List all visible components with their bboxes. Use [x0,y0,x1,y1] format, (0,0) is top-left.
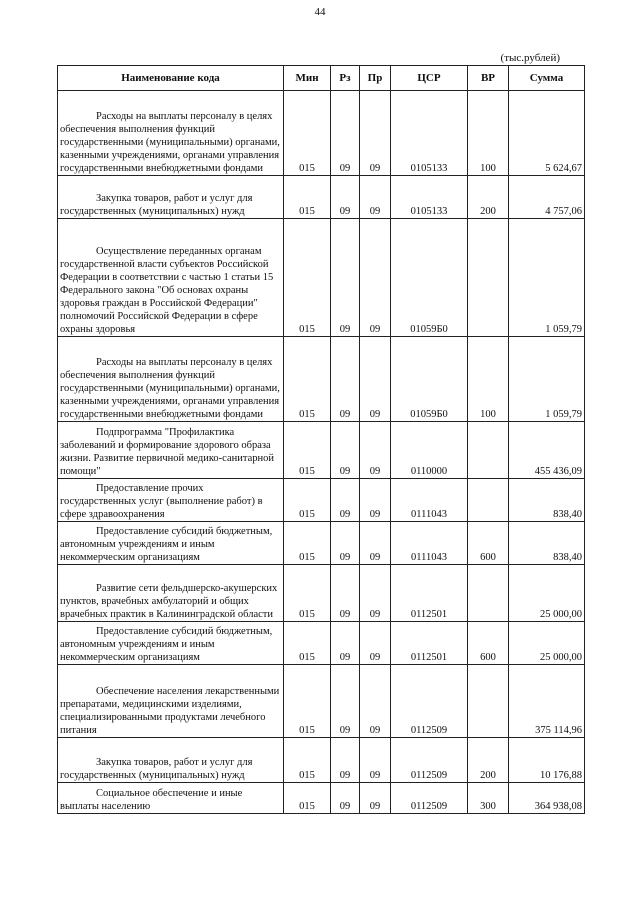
table-row [58,738,585,783]
row-pr: 09 [360,479,391,522]
row-min: 015 [284,622,331,665]
header-rz: Рз [331,66,360,91]
row-csr: 01059Б0 [391,337,468,422]
row-sum: 375 114,96 [509,665,585,738]
row-name: Расходы на выплаты персоналу в целях обеспечения выполнения функций государственными (муниципальными) органами, казенными учреждениями, органами управления государственными внебюджетными фондами [58,337,284,422]
header-pr: Пр [360,66,391,91]
row-name: Предоставление субсидий бюджетным, автономным учреждениям и иным некоммерческим организациям [58,622,284,665]
row-vr [468,219,509,337]
table-row [58,479,585,522]
row-name: Обеспечение населения лекарственными препаратами, медицинскими изделиями, специализированными продуктами лечебного питания [58,665,284,738]
row-vr [468,665,509,738]
row-rz: 09 [331,91,360,176]
row-csr: 0105133 [391,176,468,219]
row-sum: 5 624,67 [509,91,585,176]
table-row [58,522,585,565]
row-csr: 0111043 [391,479,468,522]
row-pr: 09 [360,91,391,176]
row-csr: 0112509 [391,783,468,814]
row-pr: 09 [360,219,391,337]
row-csr: 0112501 [391,565,468,622]
row-rz: 09 [331,565,360,622]
row-csr: 0112501 [391,622,468,665]
row-name: Предоставление субсидий бюджетным, автономным учреждениям и иным некоммерческим организациям [58,522,284,565]
row-csr: 0112509 [391,738,468,783]
row-vr: 300 [468,783,509,814]
row-csr: 0111043 [391,522,468,565]
row-min: 015 [284,565,331,622]
header-csr: ЦСР [391,66,468,91]
row-vr: 100 [468,337,509,422]
row-sum: 25 000,00 [509,622,585,665]
row-sum: 364 938,08 [509,783,585,814]
row-sum: 1 059,79 [509,337,585,422]
row-sum: 10 176,88 [509,738,585,783]
row-min: 015 [284,783,331,814]
row-rz: 09 [331,176,360,219]
table-row [58,176,585,219]
row-name: Расходы на выплаты персоналу в целях обеспечения выполнения функций государственными (муниципальными) органами, казенными учреждениями, органами управления государственными внебюджетными фондами [58,91,284,176]
row-rz: 09 [331,219,360,337]
table-row [58,219,585,337]
row-rz: 09 [331,337,360,422]
row-min: 015 [284,219,331,337]
row-vr [468,565,509,622]
row-pr: 09 [360,565,391,622]
row-pr: 09 [360,783,391,814]
row-sum: 25 000,00 [509,565,585,622]
row-vr [468,422,509,479]
row-pr: 09 [360,622,391,665]
row-rz: 09 [331,479,360,522]
row-min: 015 [284,665,331,738]
row-name: Закупка товаров, работ и услуг для государственных (муниципальных) нужд [58,738,284,783]
table-row [58,422,585,479]
row-vr: 600 [468,622,509,665]
row-rz: 09 [331,422,360,479]
header-sum: Сумма [509,66,585,91]
row-vr: 100 [468,91,509,176]
row-min: 015 [284,479,331,522]
row-vr: 200 [468,176,509,219]
row-min: 015 [284,176,331,219]
table-row [58,337,585,422]
row-sum: 4 757,06 [509,176,585,219]
row-name: Закупка товаров, работ и услуг для государственных (муниципальных) нужд [58,176,284,219]
row-pr: 09 [360,176,391,219]
row-min: 015 [284,337,331,422]
row-pr: 09 [360,738,391,783]
header-min: Мин [284,66,331,91]
row-csr: 0110000 [391,422,468,479]
table-header-row [58,66,585,91]
row-pr: 09 [360,665,391,738]
table-row [58,622,585,665]
row-csr: 01059Б0 [391,219,468,337]
row-pr: 09 [360,422,391,479]
row-name: Предоставление прочих государственных услуг (выполнение работ) в сфере здравоохранения [58,479,284,522]
header-vr: ВР [468,66,509,91]
row-vr: 200 [468,738,509,783]
row-csr: 0105133 [391,91,468,176]
row-name: Осуществление переданных органам государственной власти субъектов Российской Федерации в соответствии с частью 1 статьи 15 Федерального закона "Об основах охраны здоровья граждан в Российской Федерации" полномочий Российской Федерации в сфере охраны здоровья [58,219,284,337]
units-label: (тыс.рублей) [500,52,560,64]
budget-table [57,65,585,814]
table-row [58,783,585,814]
row-rz: 09 [331,522,360,565]
row-pr: 09 [360,337,391,422]
row-csr: 0112509 [391,665,468,738]
row-name: Социальное обеспечение и иные выплаты населению [58,783,284,814]
row-sum: 838,40 [509,479,585,522]
row-vr [468,479,509,522]
page-number: 44 [314,6,326,18]
row-rz: 09 [331,622,360,665]
header-name: Наименование кода [58,66,284,91]
row-rz: 09 [331,783,360,814]
row-min: 015 [284,422,331,479]
row-min: 015 [284,522,331,565]
table-row [58,91,585,176]
table-row [58,665,585,738]
table-row [58,565,585,622]
row-rz: 09 [331,738,360,783]
row-sum: 455 436,09 [509,422,585,479]
row-min: 015 [284,738,331,783]
row-name: Развитие сети фельдшерско-акушерских пунктов, врачебных амбулаторий и общих врачебных практик в Калининградской области [58,565,284,622]
row-rz: 09 [331,665,360,738]
row-vr: 600 [468,522,509,565]
row-min: 015 [284,91,331,176]
row-sum: 838,40 [509,522,585,565]
row-pr: 09 [360,522,391,565]
row-name: Подпрограмма "Профилактика заболеваний и формирование здорового образа жизни. Развитие первичной медико-санитарной помощи" [58,422,284,479]
row-sum: 1 059,79 [509,219,585,337]
